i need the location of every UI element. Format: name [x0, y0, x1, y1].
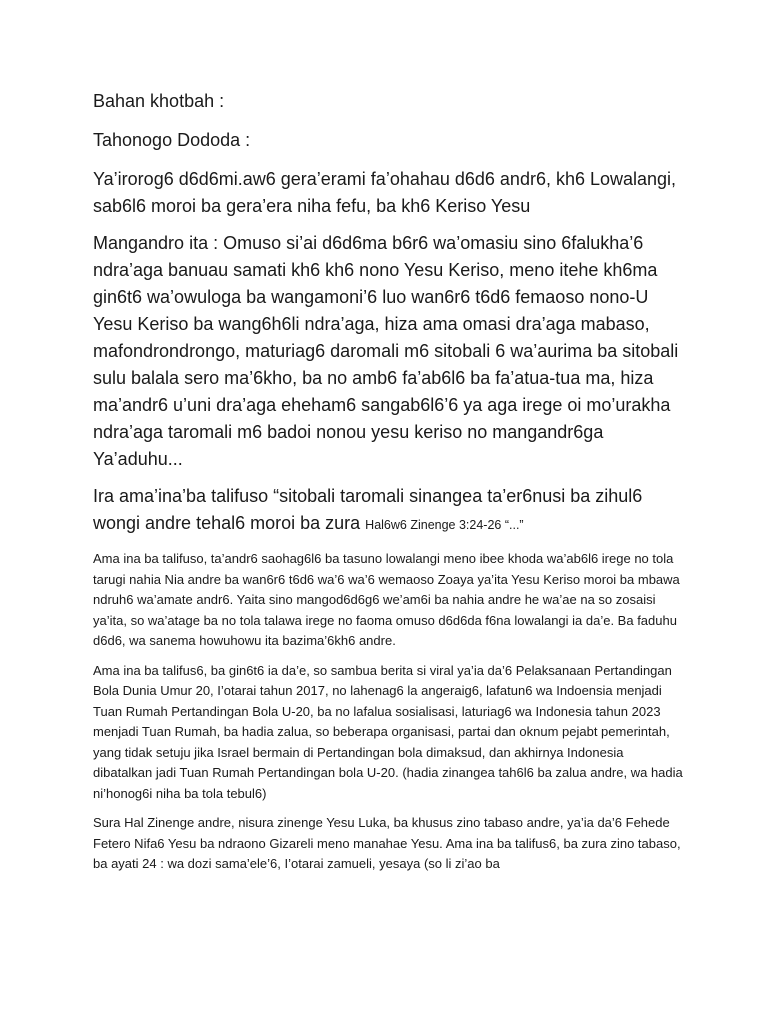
paragraph-prayer: Mangandro ita : Omuso si’ai d6d6ma b6r6 wa’omasiu sino 6falukha’6 ndra’aga banuau samati kh6 kh6 nono Yesu Keriso, meno itehe kh6ma gin6t6 wa’owuloga ba wangamoni’6 luo wan6r6 t6d6 femaoso nono-U Yesu Keriso ba wang6h6li ndra’aga, hiza ama omasi dra’aga mabaso, mafondrondrongo, maturiag6 daromali m6 sitobali 6 wa’aurima ba sitobali sulu balala sero ma’6kho, ba no amb6 fa’ab6l6 ba fa’atua-tua ma, hiza ma’andr6 u’uni dra’aga eheham6 sangab6l6’6 ya aga irege oi mo’urakha ndra’aga taromali m6 badoi nonou yesu keriso no mangandr6ga Ya’aduhu... — [93, 233, 679, 469]
document-page — [93, 88, 683, 884]
paragraph-intro — [93, 483, 683, 539]
paragraph-body-1: Ama ina ba talifuso, ta’andr6 saohag6l6 ba tasuno lowalangi meno ibee khoda wa’ab6l6 irege no tola tarugi nahia Nia andre ba wan6r6 t6d6 wa’6 wa’6 wemaoso Zoaya ya’ita Yesu Keriso moroi ba mbawa ndruh6 wa’amate andr6. Yaita sino mangod6d6g6 we’am6i ba nahia andre he wa’ae na so zosaisi ya’ita, so wa’atage ba no tola talawa irege no faoma omuso d6d6da f6na lowalangi ia da’e. Ba faduhu d6d6, wa sanema howuhowu ita bazima’6kh6 andre. — [93, 551, 680, 648]
paragraph-intro-text: Ira ama’ina’ba talifuso “sitobali taromali sinangea ta’er6nusi ba zihul6 wongi andre tehal6 moroi ba zura — [93, 486, 643, 533]
heading-bahan-khotbah: Bahan khotbah : — [93, 91, 225, 111]
paragraph-opening: Ya’irorog6 d6d6mi.aw6 gera’erami fa’ohahau d6d6 andr6, kh6 Lowalangi, sab6l6 moroi ba gera’era niha fefu, ba kh6 Keriso Yesu — [93, 169, 677, 216]
heading-tahonogo-dododa: Tahonogo Dododa : — [93, 130, 251, 150]
paragraph-body-2: Ama ina ba talifus6, ba gin6t6 ia da’e, so sambua berita si viral ya’ia da’6 Pelaksanaan Pertandingan Bola Dunia Umur 20, I’otarai tahun 2017, no lahenag6 la angeraig6, lafatun6 wa Indoensia menjadi Tuan Rumah Pertandingan Bola U-20, ba no lafalua sosialisasi, laturiag6 wa Indonesia tahun 2023 menjadi Tuan Rumah, ba hadia zalua, so beberapa organisasi, partai dan oknum pejabt pemerintah, yang tidak setuju jika Israel bermain di Pertandingan bola dimaksud, dan akhirnya Indonesia dibatalkan jadi Tuan Rumah Pertandingan bola U-20. (hadia zinangea tah6l6 ba zalua andre, wa hadia ni’honog6i niha ba tola tebul6) — [93, 662, 683, 801]
paragraph-body-3: Sura Hal Zinenge andre, nisura zinenge Yesu Luka, ba khusus zino tabaso andre, ya’ia da’6 Fehede Fetero Nifa6 Yesu ba ndraono Gizareli meno manahae Yesu. Ama ina ba talifus6, ba zura zino tabaso, ba ayati 24 : wa dozi sama’ele’6, I’otarai zamueli, yesaya (so li zi’ao ba — [93, 815, 681, 871]
scripture-reference: Hal6w6 Zinenge 3:24-26 “...” — [365, 518, 524, 532]
